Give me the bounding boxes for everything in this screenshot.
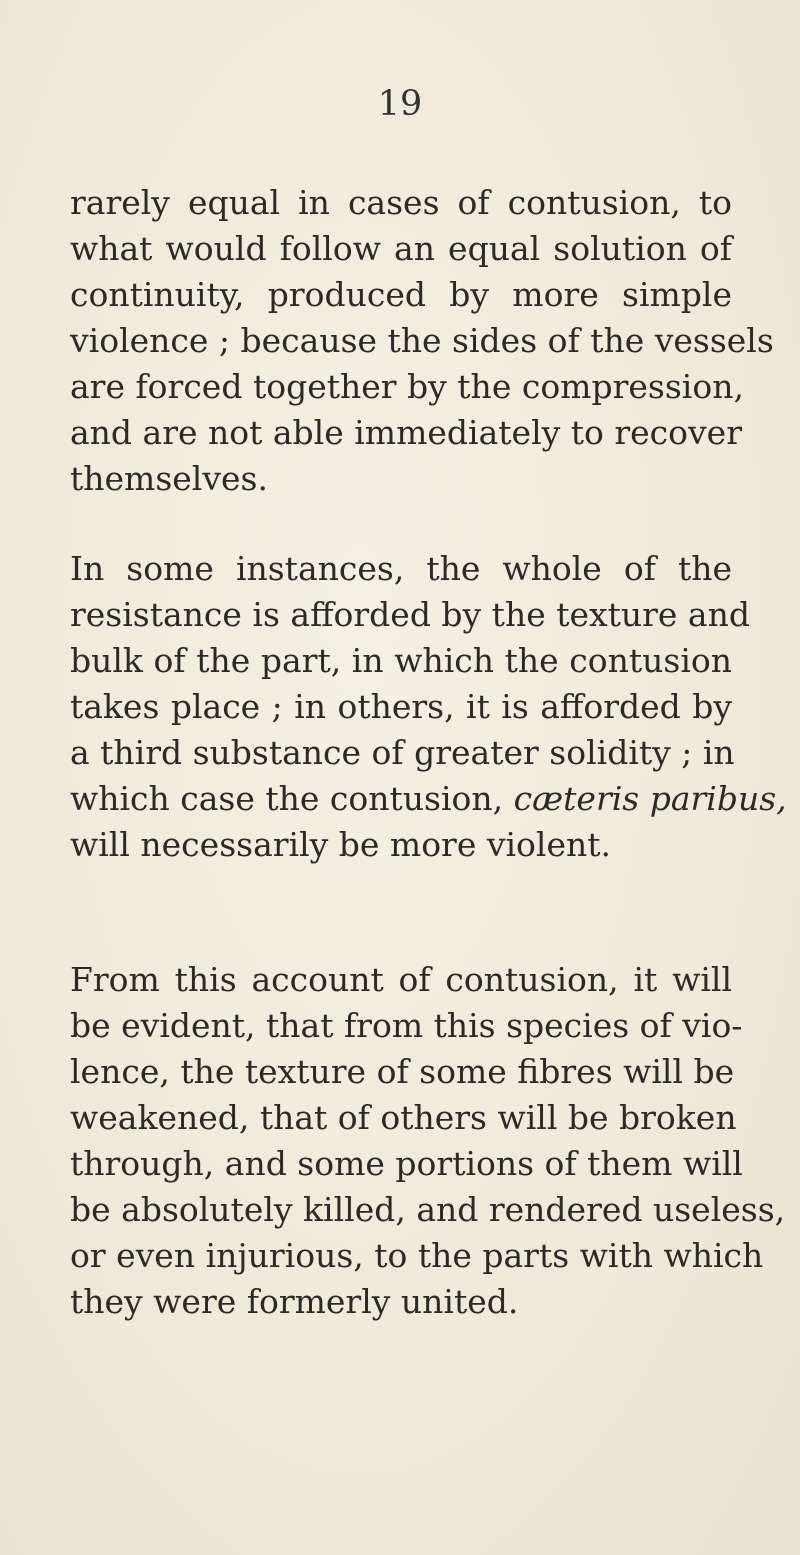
paragraph-2 bbox=[70, 546, 787, 868]
text-line: or even injurious, to the parts with which bbox=[70, 1236, 764, 1275]
text-line: what would follow an equal solution of bbox=[70, 229, 732, 268]
paragraph-3 bbox=[70, 957, 786, 1325]
italic-latin-phrase: cæteris paribus, bbox=[513, 779, 787, 818]
text-line: rarely equal in cases of contusion, to bbox=[70, 183, 732, 222]
text-line: From this account of contusion, it will bbox=[70, 960, 732, 999]
text-line: takes place ; in others, it is afforded by bbox=[70, 687, 732, 726]
text-line: will necessarily be more violent. bbox=[70, 825, 612, 864]
text-line: a third substance of greater solidity ; in bbox=[70, 733, 735, 772]
text-line: resistance is afforded by the texture and bbox=[70, 595, 750, 634]
text-line: be evident, that from this species of vio- bbox=[70, 1006, 743, 1045]
text-line: through, and some portions of them will bbox=[70, 1144, 743, 1183]
text-line: be absolutely killed, and rendered useless, bbox=[70, 1190, 786, 1229]
text-line: and are not able immediately to recover bbox=[70, 413, 742, 452]
text-line: weakened, that of others will be broken bbox=[70, 1098, 737, 1137]
text-line: bulk of the part, in which the contusion bbox=[70, 641, 732, 680]
text-line: lence, the texture of some fibres will be bbox=[70, 1052, 735, 1091]
text-line: continuity, produced by more simple bbox=[70, 275, 732, 314]
text-line: themselves. bbox=[70, 459, 268, 498]
text-line: In some instances, the whole of the bbox=[70, 549, 732, 588]
text-line-with-italic bbox=[70, 776, 787, 822]
paragraph-1 bbox=[70, 180, 774, 502]
text-line: are forced together by the compression, bbox=[70, 367, 744, 406]
text-segment: which case the contusion, bbox=[70, 779, 504, 818]
page-number: 19 bbox=[377, 84, 423, 124]
text-line: violence ; because the sides of the vessels bbox=[70, 321, 774, 360]
text-line: they were formerly united. bbox=[70, 1282, 519, 1321]
